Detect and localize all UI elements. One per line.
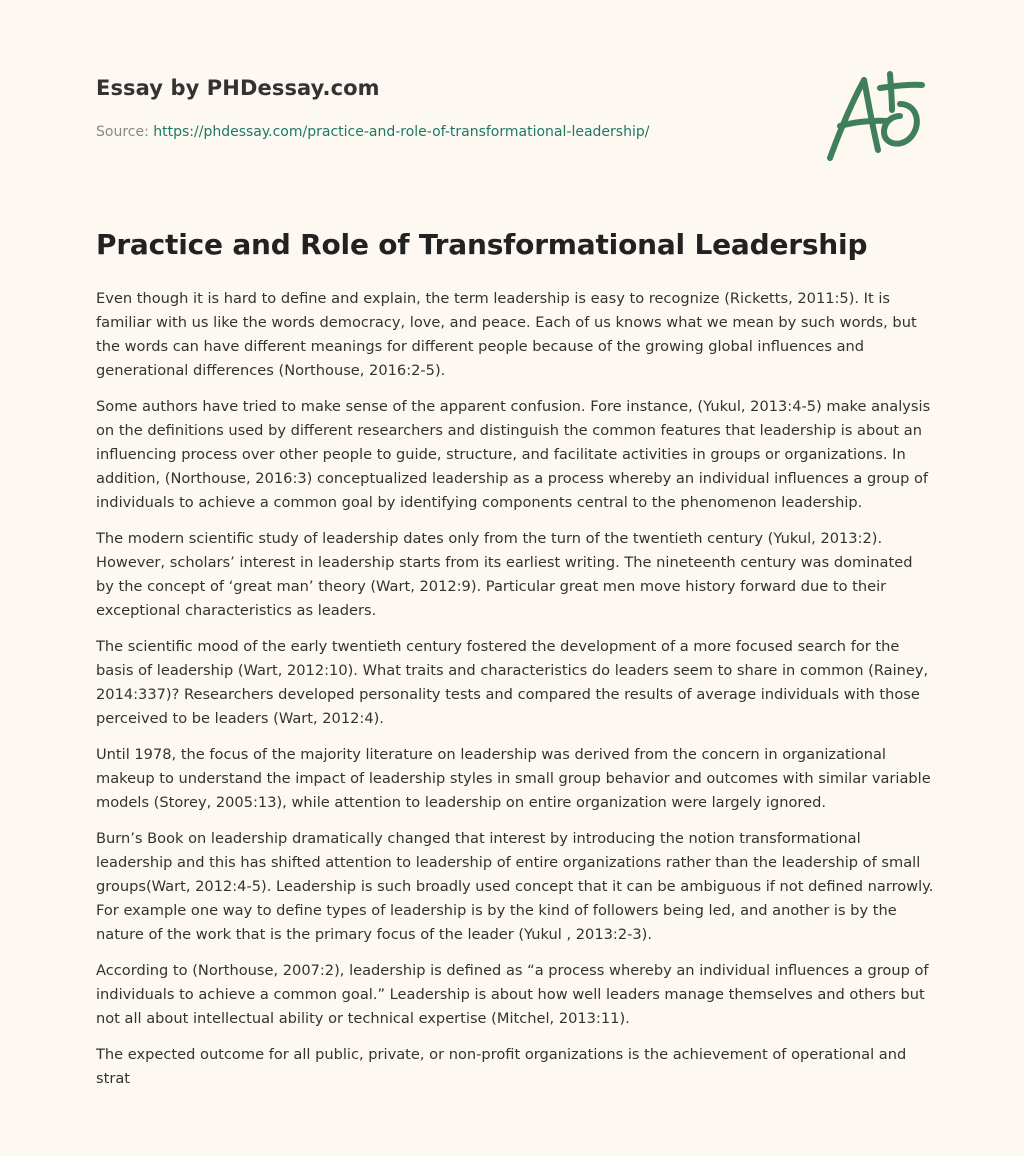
a-plus-grade-icon xyxy=(822,66,928,166)
essay-title: Practice and Role of Transformational Leadership xyxy=(96,228,868,261)
essay-paragraph: According to (Northouse, 2007:2), leadership is defined as “a process whereby an individual influences a group of individuals to achieve a common goal.” Leadership is about how well leaders manage themselves and others but not all about intellectual ability or technical expertise (Mitchel, 2013:11). xyxy=(96,962,929,1027)
source-label: Source: xyxy=(96,124,154,140)
essay-paragraph: The scientific mood of the early twentieth century fostered the development of a more focused search for the basis of leadership (Wart, 2012:10). What traits and characteristics do leaders seem to share in common (Rainey, 2014:337)? Researchers developed personality tests and compared the results of average individuals with those perceived to be leaders (Wart, 2012:4). xyxy=(96,638,929,727)
source-line xyxy=(96,124,649,140)
essay-paragraph: The expected outcome for all public, private, or non-profit organizations is the achievement of operational and strat xyxy=(96,1046,907,1087)
essay-paragraph: Until 1978, the focus of the majority literature on leadership was derived from the concern in organizational makeup to understand the impact of leadership styles in small group behavior and outcomes with similar variable models (Storey, 2005:13), while attention to leadership on entire organization were largely ignored. xyxy=(96,746,931,811)
essay-paragraph: The modern scientific study of leadership dates only from the turn of the twentieth century (Yukul, 2013:2). However, scholars’ interest in leadership starts from its earliest writing. The nineteenth century was dominated by the concept of ‘great man’ theory (Wart, 2012:9). Particular great men move history forward due to their exceptional characteristics as leaders. xyxy=(96,530,913,619)
essay-paragraph: Some authors have tried to make sense of the apparent confusion. Fore instance, (Yukul, 2013:4-5) make analysis on the definitions used by different researchers and distinguish the common features that leadership is about an influencing process over other people to guide, structure, and facilitate activities in groups or organizations. In addition, (Northouse, 2016:3) conceptualized leadership as a process whereby an individual influences a group of individuals to achieve a common goal by identifying components central to the phenomenon leadership. xyxy=(96,398,931,511)
essay-paragraph: Even though it is hard to define and explain, the term leadership is easy to recognize (Ricketts, 2011:5). It is familiar with us like the words democracy, love, and peace. Each of us knows what we mean by such words, but the words can have different meanings for different people because of the growing global influences and generational differences (Northouse, 2016:2-5). xyxy=(96,290,917,379)
essay-paragraph: Burn’s Book on leadership dramatically changed that interest by introducing the notion transformational leadership and this has shifted attention to leadership of entire organizations rather than the leadership of small groups(Wart, 2012:4-5). Leadership is such broadly used concept that it can be ambiguous if not defined narrowly. For example one way to define types of leadership is by the kind of followers being led, and another is by the nature of the work that is the primary focus of the leader (Yukul , 2013:2-3). xyxy=(96,830,934,943)
source-link[interactable]: https://phdessay.com/practice-and-role-of-transformational-leadership/ xyxy=(153,124,650,140)
site-brand: Essay by PHDessay.com xyxy=(96,76,380,100)
essay-body xyxy=(96,287,934,1103)
